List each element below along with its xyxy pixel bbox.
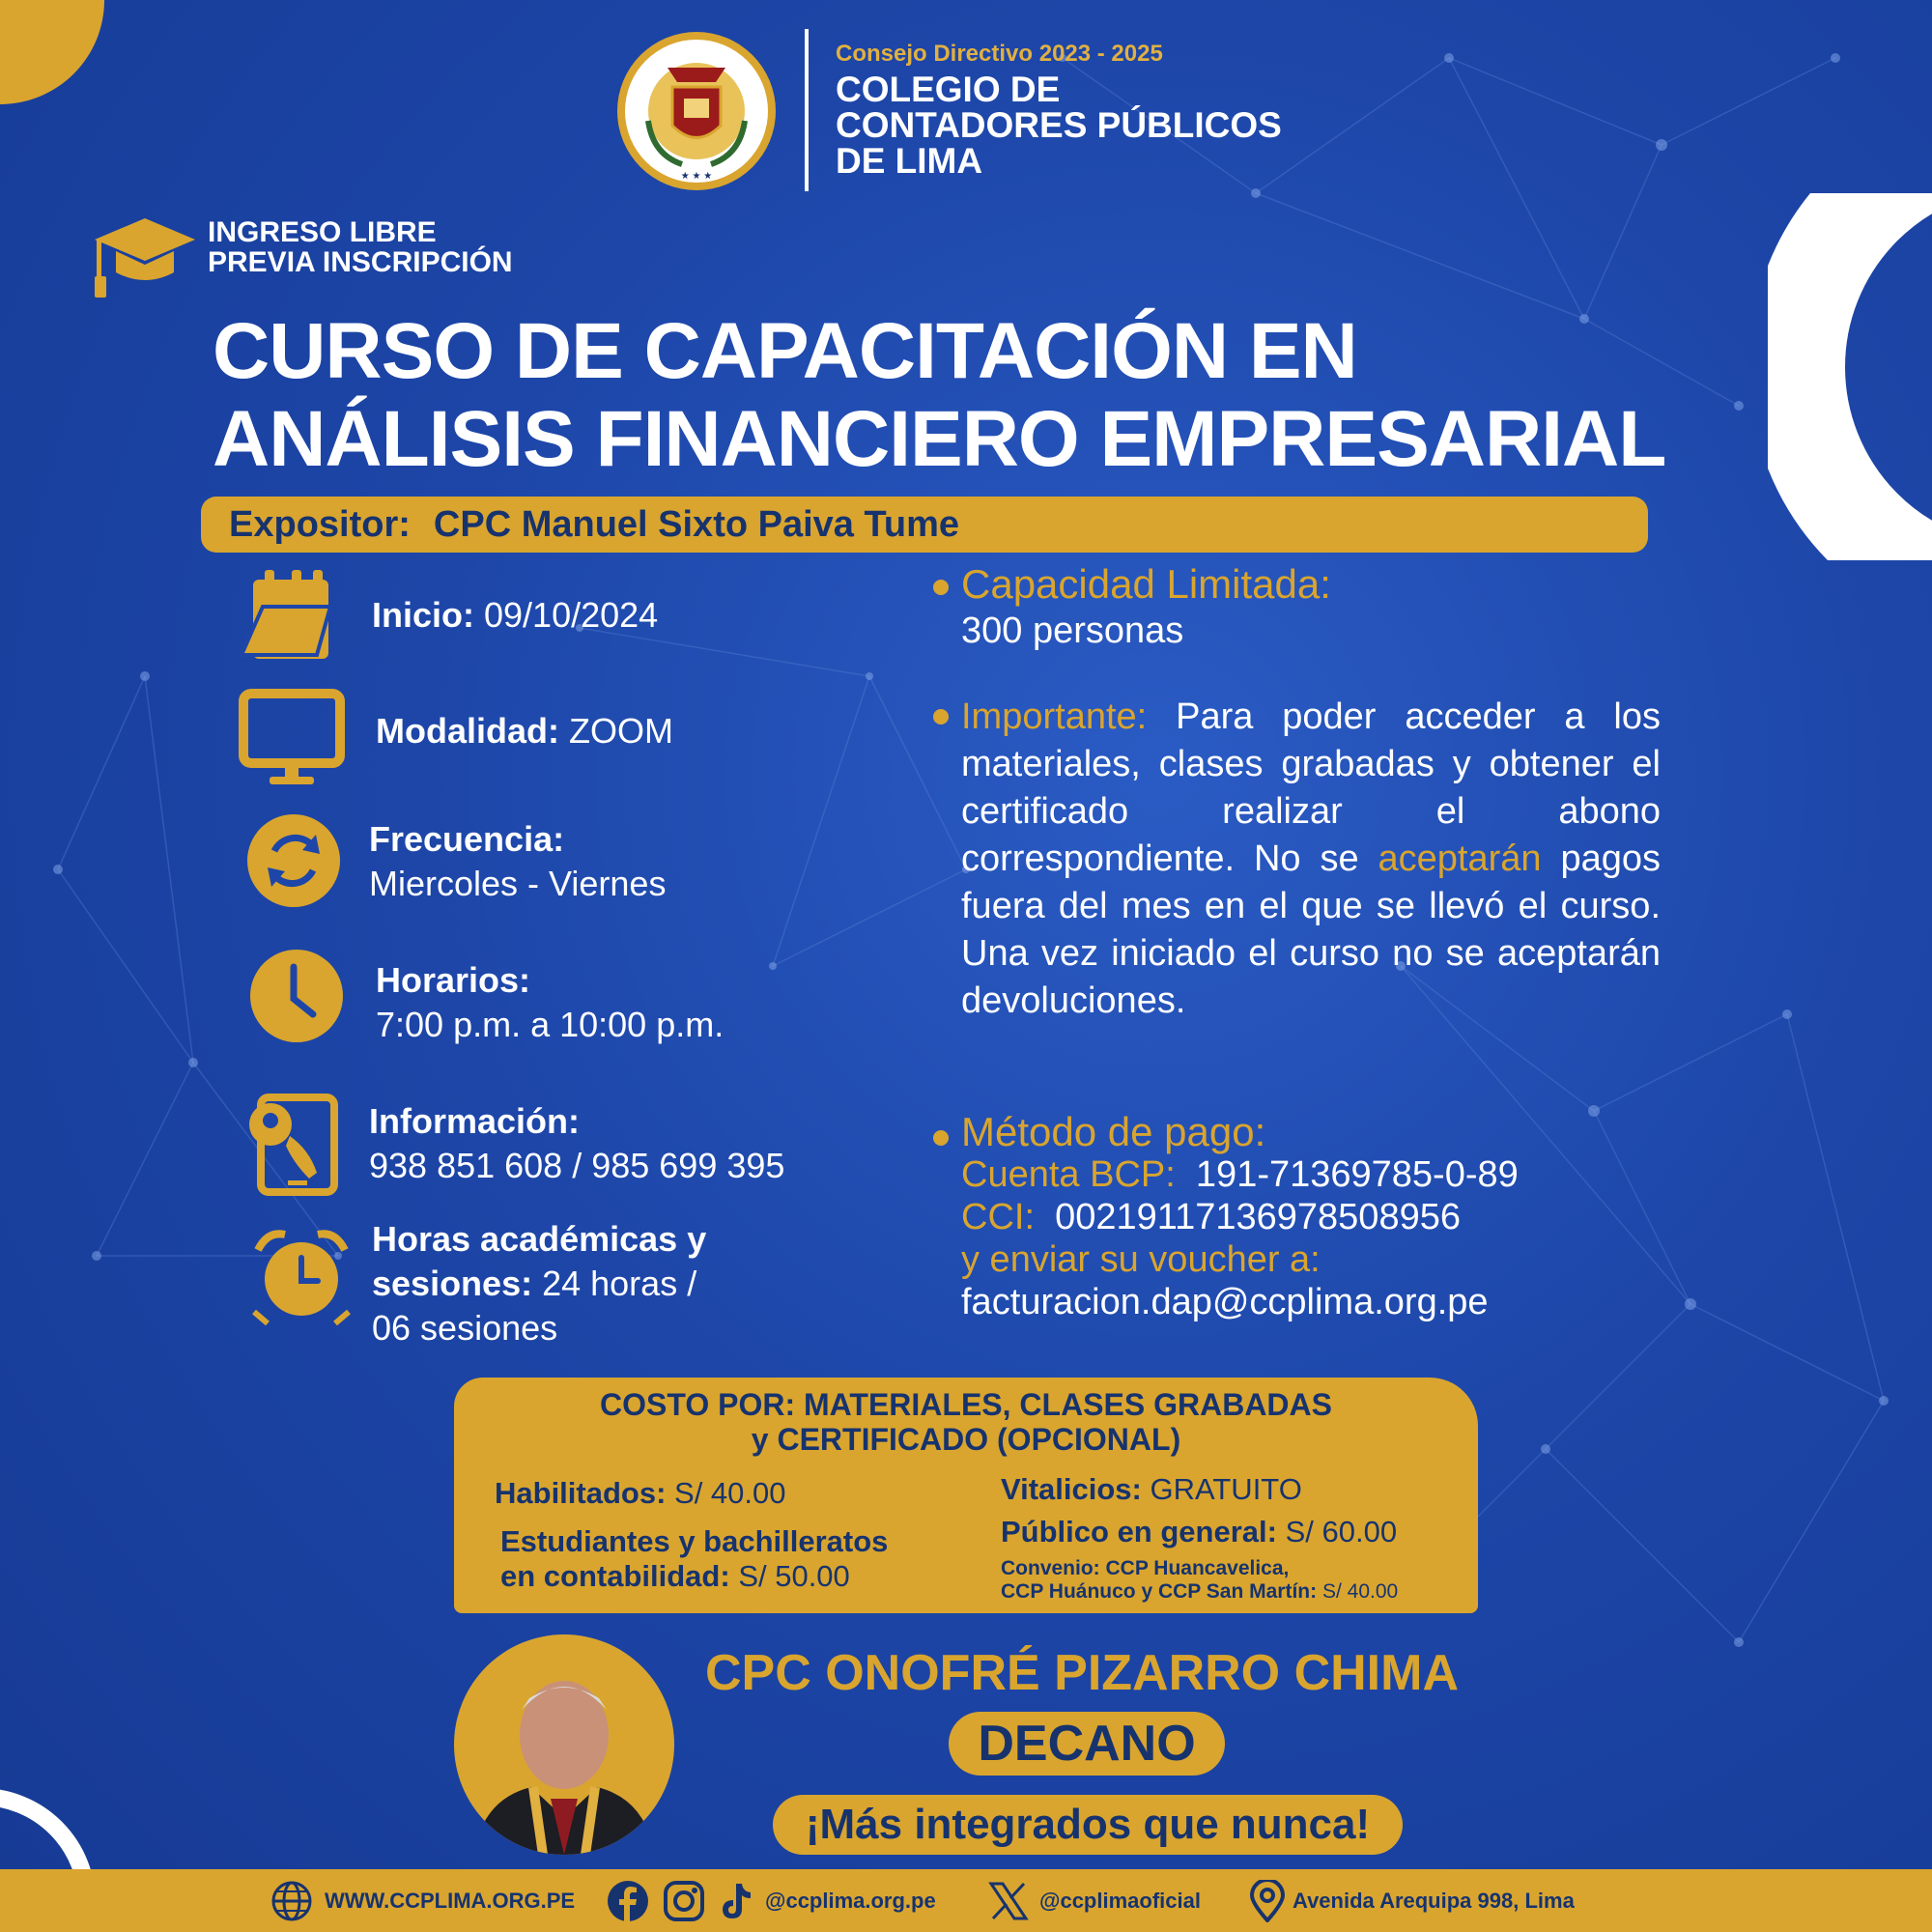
important-notice: Importante: Para poder acceder a los materiales, clases grabadas y obtener el certificado realizar el abono correspondiente. No se aceptarán pagos fuera del mes en el que se llevó el curso. Una vez iniciado el curso no se aceptarán devoluciones. — [961, 696, 1662, 1021]
x-icon[interactable] — [987, 1880, 1030, 1922]
dean-role: DECANO — [978, 1716, 1196, 1772]
bullet — [933, 580, 949, 595]
price-publico: Público en general: S/ 60.00 — [1001, 1515, 1398, 1548]
contact-info: Información: 938 851 608 / 985 699 395 — [369, 1101, 785, 1185]
header-divider — [805, 29, 809, 191]
right-white-ring — [1768, 193, 1932, 560]
cost-title: COSTO POR: MATERIALES, CLASES GRABADAS y CERTIFICADO (OPCIONAL) — [600, 1387, 1332, 1457]
speaker-name: CPC Manuel Sixto Paiva Tume — [433, 504, 960, 545]
price-habilitados: Habilitados: S/ 40.00 — [495, 1476, 786, 1510]
course-title: CURSO DE CAPACITACIÓN EN ANÁLISIS FINANCIERO EMPRESARIAL — [213, 307, 1666, 483]
schedule: Horarios: 7:00 p.m. a 10:00 p.m. — [376, 960, 724, 1044]
price-vitalicios: Vitalicios: GRATUITO — [1001, 1472, 1302, 1506]
speaker — [229, 500, 959, 549]
svg-text:★ ★ ★: ★ ★ ★ — [680, 171, 713, 182]
slogan: ¡Más integrados que nunca! — [805, 1801, 1371, 1848]
modality: Modalidad: ZOOM — [376, 711, 673, 751]
phone-info-icon — [242, 1092, 348, 1198]
capacity: Capacidad Limitada: 300 personas — [961, 561, 1331, 651]
graduation-cap-icon — [95, 214, 195, 299]
website-link[interactable]: WWW.CCPLIMA.ORG.PE — [325, 1889, 576, 1913]
bullet — [933, 709, 949, 724]
free-entry-note: INGRESO LIBRE PREVIA INSCRIPCIÓN — [208, 216, 513, 278]
price-convenio: Convenio: CCP Huancavelica, CCP Huánuco y CCP San Martín: S/ 40.00 — [1001, 1557, 1399, 1603]
start-date: Inicio: 09/10/2024 — [372, 595, 659, 635]
globe-icon — [270, 1880, 313, 1922]
refresh-icon — [241, 808, 347, 914]
dean-photo — [454, 1634, 674, 1855]
frequency: Frecuencia: Miercoles - Viernes — [369, 819, 667, 903]
speaker-label: Expositor: — [229, 504, 411, 545]
alarm-clock-icon — [248, 1223, 355, 1329]
corner-gold-circle — [0, 0, 106, 121]
payment-method: Método de pago: Cuenta BCP: 191-71369785-0-89 CCI: 00219117136978508956 y enviar su voucher a: facturacion.dap@ccplima.org.pe — [961, 1111, 1676, 1323]
clock-icon — [243, 943, 350, 1049]
address: Avenida Arequipa 998, Lima — [1293, 1889, 1575, 1913]
ccpl-seal-logo — [614, 29, 779, 193]
price-estudiantes: Estudiantes y bachilleratos en contabilidad: S/ 50.00 — [500, 1524, 889, 1593]
council-period: Consejo Directivo 2023 - 2025 — [836, 41, 1163, 67]
location-pin-icon — [1246, 1880, 1289, 1922]
organization-name: COLEGIO DE CONTADORES PÚBLICOS DE LIMA — [836, 70, 1282, 181]
dean-name: CPC ONOFRÉ PIZARRO CHIMA — [705, 1645, 1459, 1701]
tiktok-icon[interactable] — [715, 1880, 757, 1922]
bottom-left-white-ring — [0, 1729, 111, 1869]
billing-email[interactable]: facturacion.dap@ccplima.org.pe — [961, 1282, 1489, 1322]
academic-hours: Horas académicas y sesiones: 24 horas / 06 sesiones — [372, 1219, 707, 1348]
calendar-icon — [234, 568, 340, 674]
social-handle-main[interactable]: @ccplima.org.pe — [765, 1889, 936, 1913]
social-handle-x[interactable]: @ccplimaoficial — [1039, 1889, 1201, 1913]
bullet — [933, 1130, 949, 1146]
monitor-icon — [239, 688, 345, 794]
instagram-icon[interactable] — [663, 1880, 705, 1922]
facebook-icon[interactable] — [607, 1880, 649, 1922]
